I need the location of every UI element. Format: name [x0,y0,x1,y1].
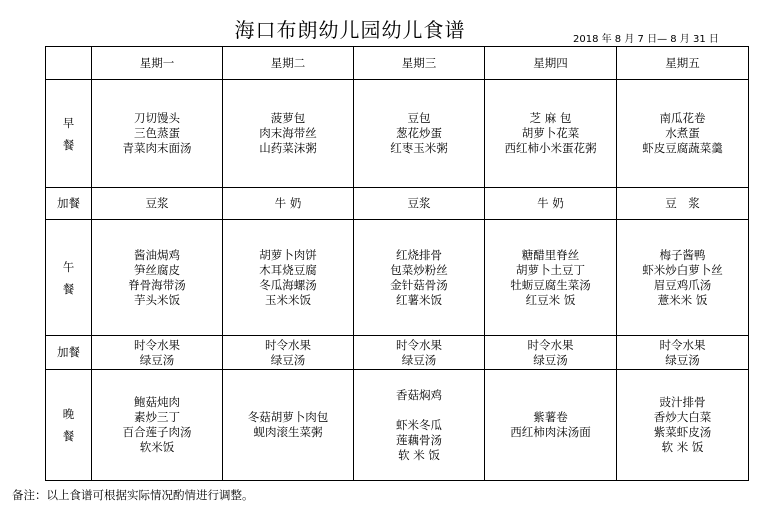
dish-list [408,196,431,211]
menu-cell [617,370,749,481]
dish-item: 山药菜沫粥 [259,141,317,155]
day-header: 星期五 [617,47,749,80]
dish-item: 刀切馒头 [134,111,180,125]
meal-label-char: 午 [62,259,75,274]
dish-item: 豆浆 [407,196,431,210]
dish-item: 眉豆鸡爪汤 [653,277,712,292]
dish-item: 梅子酱鸭 [659,247,706,262]
dish-list [248,410,329,440]
dish-item: 虾皮豆腐蔬菜羹 [642,141,723,155]
menu-cell [617,188,749,220]
dish-item: 软米饭 [139,440,175,454]
menu-cell [485,336,617,370]
dish-item: 虾米炒白萝卜丝 [642,262,723,277]
dish-item: 时令水果 [527,337,574,352]
dish-item: 红枣玉米粥 [390,141,448,155]
dish-item: 水煮蛋 [665,126,700,140]
dish-item: 冬瓜海螺汤 [259,277,317,292]
menu-cell [485,80,617,188]
dish-item: 肉末海带丝 [259,126,317,140]
menu-cell [354,220,485,336]
menu-cell [92,370,223,481]
dish-item: 菠萝包 [270,111,306,125]
dish-item: 笋丝腐皮 [134,262,180,277]
menu-cell [617,336,749,370]
date-range: 2018 年 8 月 7 日— 8 月 31 日 [573,34,719,45]
dish-list [510,248,591,308]
dish-list [128,248,186,308]
dish-item: 时令水果 [265,337,311,352]
dish-item: 红薯米饭 [396,292,442,307]
dish-item: 红豆米 饭 [525,292,576,307]
menu-cell [92,80,223,188]
meal-row [46,220,749,336]
dish-item: 红烧排骨 [396,247,442,262]
meal-label: 加餐 [46,336,92,370]
meal-label-char: 餐 [62,429,75,443]
dish-item: 脊骨海带汤 [128,277,186,292]
day-header: 星期一 [92,47,223,80]
page-title: 海口布朗幼儿园幼儿食谱 [234,18,466,42]
dish-list [275,196,302,211]
dish-list [123,395,192,455]
menu-cell [92,188,223,220]
dish-item: 紫菜虾皮汤 [653,425,712,439]
dish-list [146,196,169,211]
meal-label-char: 晚 [62,407,75,421]
menu-table [45,46,749,481]
dish-list [510,410,591,440]
dish-item: 胡萝卜花菜 [521,126,580,140]
menu-cell [223,370,354,481]
dish-item: 鲍菇炖肉 [134,395,180,409]
dish-item: 牛 奶 [537,196,564,210]
menu-cell [92,220,223,336]
menu-cell [485,370,617,481]
dish-list [665,196,700,211]
dish-item: 香炒大白菜 [653,410,712,424]
dish-list [396,388,442,463]
dish-item: 木耳烧豆腐 [259,262,317,277]
menu-cell [617,80,749,188]
dish-item: 豉汁排骨 [659,395,706,409]
dish-list [660,338,706,368]
dish-list [390,111,448,156]
dish-item: 绿豆汤 [533,352,568,367]
day-header: 星期四 [485,47,617,80]
header-row [46,47,749,80]
dish-item: 冬菇胡萝卜肉包 [247,410,329,424]
meal-label-char: 早 [62,115,75,130]
dish-list [390,248,448,308]
menu-cell [354,370,485,481]
dish-item: 绿豆汤 [665,352,700,367]
dish-item: 豆 浆 [665,196,700,210]
dish-item: 芋头米饭 [134,292,180,307]
dish-item: 虾米冬瓜 [396,417,442,432]
dish-list [642,248,723,308]
meal-row [46,336,749,370]
dish-item: 三色蒸蛋 [134,126,180,140]
dish-item: 豆包 [407,111,431,125]
dish-list [528,338,574,368]
menu-cell [354,336,485,370]
meal-row [46,80,749,188]
dish-list [134,338,180,368]
day-header: 星期三 [354,47,485,80]
dish-list [505,111,597,156]
dish-item: 时令水果 [396,337,442,352]
menu-cell [617,220,749,336]
dish-item: 包菜炒粉丝 [390,262,448,277]
dish-item: 糖醋里脊丝 [521,247,580,262]
menu-cell [485,220,617,336]
dish-item: 蚬肉滚生菜粥 [253,425,323,439]
dish-list [654,395,712,455]
dish-item: 葱花炒蛋 [396,126,442,140]
dish-list [265,338,311,368]
dish-item: 豆浆 [145,196,169,210]
menu-cell [354,188,485,220]
meal-row [46,188,749,220]
day-header: 星期二 [223,47,354,80]
dish-item: 素炒三丁 [134,410,180,424]
dish-item: 莲藕骨汤 [396,432,442,447]
dish-item: 胡萝卜肉饼 [259,247,317,262]
meal-row [46,370,749,481]
dish-item: 薏米米 饭 [657,292,708,307]
meal-label [46,80,92,188]
meal-label [46,370,92,481]
menu-cell [223,220,354,336]
meal-label-char: 餐 [62,137,75,152]
dish-item [396,403,442,418]
dish-item: 时令水果 [134,337,180,352]
dish-list [396,338,442,368]
dish-item: 绿豆汤 [139,352,175,367]
corner-cell [46,47,92,80]
dish-item: 酱油焗鸡 [134,247,180,262]
dish-list [259,248,317,308]
menu-cell [92,336,223,370]
meal-label [46,220,92,336]
footnote: 备注：以上食谱可根据实际情况酌情进行调整。 [12,488,254,502]
dish-list [537,196,564,211]
dish-list [259,111,317,156]
dish-item: 青菜肉末面汤 [122,141,192,155]
dish-item: 百合莲子肉汤 [122,425,192,439]
dish-item: 软 米 饭 [398,447,440,462]
dish-item: 西红柿肉沫汤面 [510,425,591,439]
menu-cell [223,336,354,370]
meal-label: 加餐 [46,188,92,220]
dish-item: 牛 奶 [274,196,302,210]
menu-cell [485,188,617,220]
meal-label-char: 餐 [62,281,75,296]
dish-item: 时令水果 [659,337,706,352]
menu-cell [223,188,354,220]
dish-item: 软 米 饭 [661,440,704,454]
dish-item: 绿豆汤 [401,352,437,367]
dish-list [642,111,723,156]
dish-item: 胡萝卜土豆丁 [516,262,585,277]
dish-item: 西红柿小米蛋花粥 [504,141,597,155]
dish-item: 香菇焖鸡 [396,387,442,402]
dish-item: 玉米米饭 [265,292,311,307]
dish-item: 南瓜花卷 [659,111,706,125]
dish-item: 芝 麻 包 [529,111,572,125]
dish-item: 牡蛎豆腐生菜汤 [510,277,591,292]
menu-cell [354,80,485,188]
dish-item: 绿豆汤 [270,352,306,367]
dish-item: 金针菇骨汤 [390,277,448,292]
menu-cell [223,80,354,188]
dish-item: 紫薯卷 [533,410,568,424]
dish-list [123,111,192,156]
